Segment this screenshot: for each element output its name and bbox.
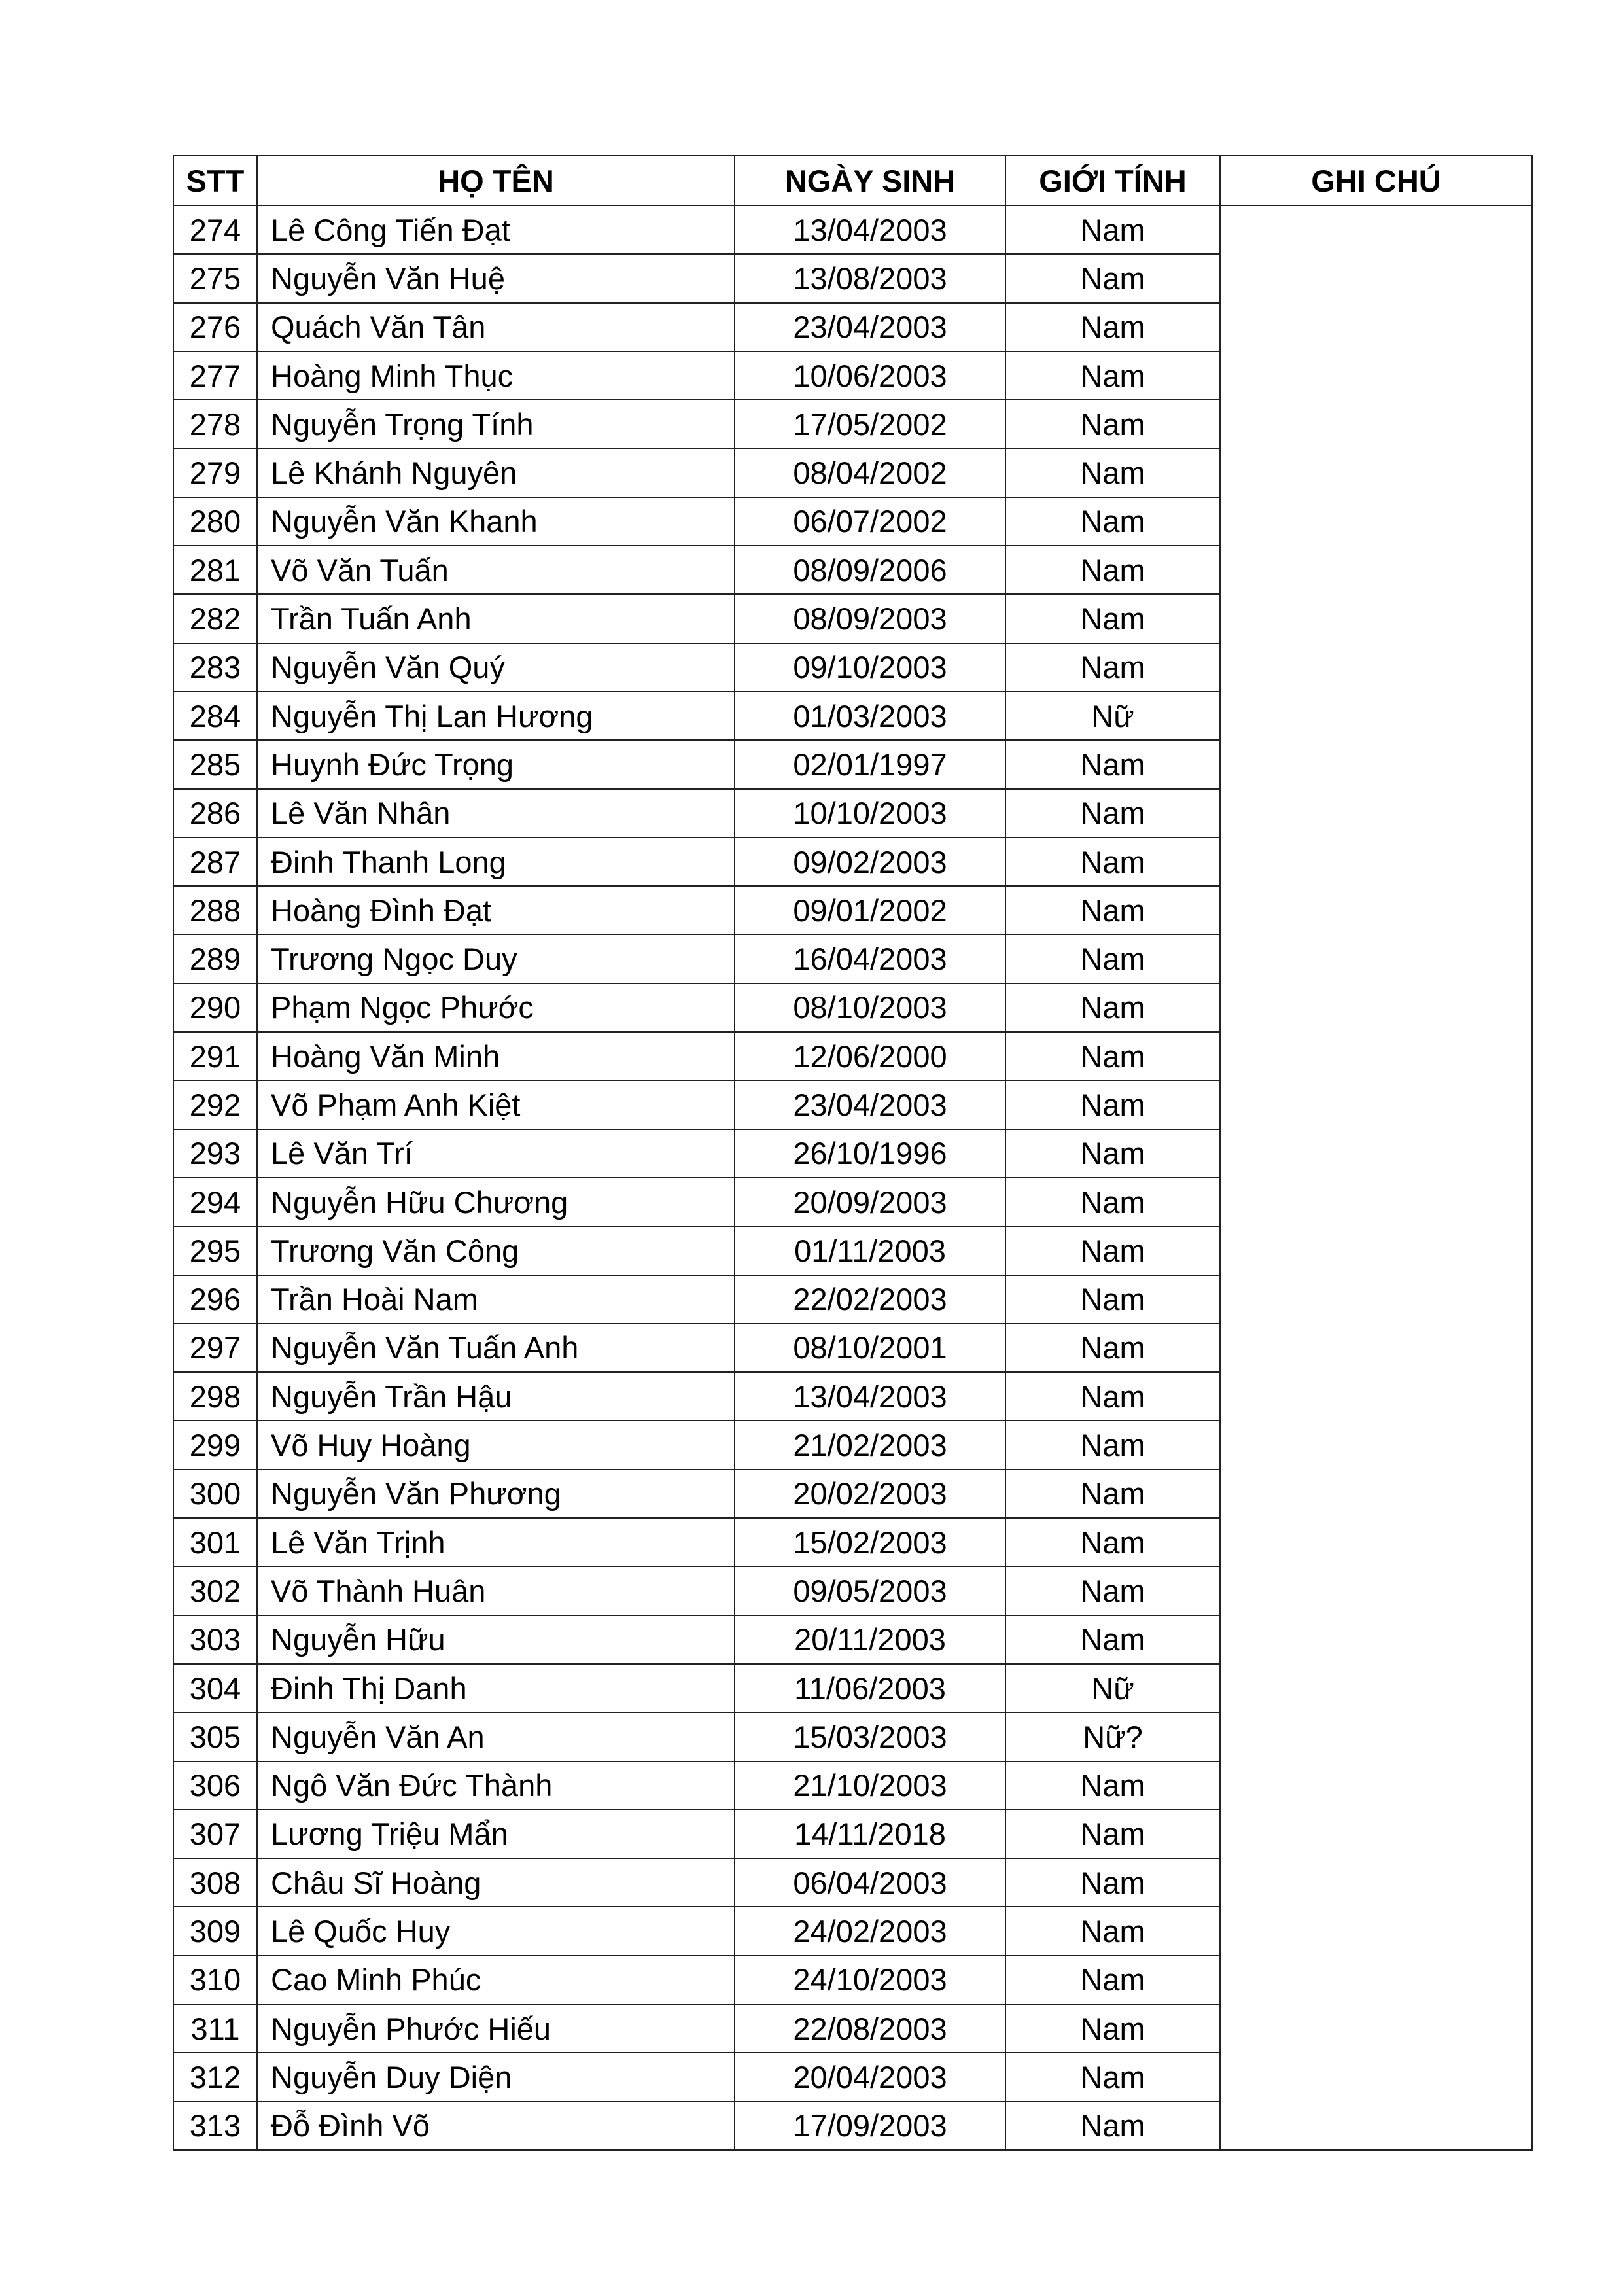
name-cell: Nguyễn Phước Hiếu xyxy=(257,2004,735,2053)
dob-cell: 13/08/2003 xyxy=(735,254,1005,302)
gender-cell: Nam xyxy=(1005,1566,1220,1615)
gender-cell: Nam xyxy=(1005,789,1220,838)
stt-cell: 286 xyxy=(173,789,257,838)
header-dob: NGÀY SINH xyxy=(735,156,1005,205)
name-cell: Huynh Đức Trọng xyxy=(257,740,735,788)
stt-cell: 297 xyxy=(173,1324,257,1372)
stt-cell: 284 xyxy=(173,692,257,740)
dob-cell: 14/11/2018 xyxy=(735,1810,1005,1858)
gender-cell: Nam xyxy=(1005,448,1220,497)
gender-cell: Nam xyxy=(1005,594,1220,643)
stt-cell: 306 xyxy=(173,1761,257,1810)
gender-cell: Nam xyxy=(1005,1226,1220,1275)
name-cell: Lê Khánh Nguyên xyxy=(257,448,735,497)
stt-cell: 283 xyxy=(173,643,257,692)
stt-cell: 313 xyxy=(173,2102,257,2150)
name-cell: Nguyễn Văn Tuấn Anh xyxy=(257,1324,735,1372)
dob-cell: 12/06/2000 xyxy=(735,1032,1005,1080)
gender-cell: Nam xyxy=(1005,740,1220,788)
stt-cell: 300 xyxy=(173,1470,257,1518)
gender-cell: Nam xyxy=(1005,400,1220,448)
name-cell: Trần Hoài Nam xyxy=(257,1275,735,1324)
dob-cell: 08/04/2002 xyxy=(735,448,1005,497)
name-cell: Lê Quốc Huy xyxy=(257,1907,735,1955)
gender-cell: Nam xyxy=(1005,886,1220,934)
gender-cell: Nam xyxy=(1005,1470,1220,1518)
stt-cell: 293 xyxy=(173,1129,257,1178)
dob-cell: 24/02/2003 xyxy=(735,1907,1005,1955)
dob-cell: 20/11/2003 xyxy=(735,1616,1005,1664)
name-cell: Võ Phạm Anh Kiệt xyxy=(257,1080,735,1129)
table-row xyxy=(173,205,1532,254)
gender-cell: Nam xyxy=(1005,1129,1220,1178)
name-cell: Châu Sĩ Hoàng xyxy=(257,1858,735,1907)
stt-cell: 311 xyxy=(173,2004,257,2053)
dob-cell: 21/10/2003 xyxy=(735,1761,1005,1810)
name-cell: Trương Văn Công xyxy=(257,1226,735,1275)
name-cell: Đỗ Đình Võ xyxy=(257,2102,735,2150)
dob-cell: 24/10/2003 xyxy=(735,1956,1005,2004)
table-header xyxy=(173,156,1532,205)
stt-cell: 275 xyxy=(173,254,257,302)
gender-cell: Nam xyxy=(1005,254,1220,302)
gender-cell: Nam xyxy=(1005,1372,1220,1421)
dob-cell: 06/04/2003 xyxy=(735,1858,1005,1907)
name-cell: Nguyễn Văn Huệ xyxy=(257,254,735,302)
stt-cell: 312 xyxy=(173,2053,257,2101)
gender-cell: Nam xyxy=(1005,1032,1220,1080)
name-cell: Trần Tuấn Anh xyxy=(257,594,735,643)
header-gender: GIỚI TÍNH xyxy=(1005,156,1220,205)
stt-cell: 304 xyxy=(173,1664,257,1712)
name-cell: Nguyễn Duy Diện xyxy=(257,2053,735,2101)
dob-cell: 13/04/2003 xyxy=(735,205,1005,254)
dob-cell: 08/10/2003 xyxy=(735,983,1005,1032)
gender-cell: Nam xyxy=(1005,1956,1220,2004)
stt-cell: 276 xyxy=(173,303,257,351)
gender-cell: Nam xyxy=(1005,546,1220,594)
dob-cell: 15/03/2003 xyxy=(735,1712,1005,1761)
gender-cell: Nam xyxy=(1005,1616,1220,1664)
stt-cell: 281 xyxy=(173,546,257,594)
header-stt: STT xyxy=(173,156,257,205)
dob-cell: 02/01/1997 xyxy=(735,740,1005,788)
dob-cell: 01/03/2003 xyxy=(735,692,1005,740)
dob-cell: 16/04/2003 xyxy=(735,934,1005,983)
gender-cell: Nữ xyxy=(1005,692,1220,740)
gender-cell: Nam xyxy=(1005,303,1220,351)
name-cell: Ngô Văn Đức Thành xyxy=(257,1761,735,1810)
dob-cell: 10/10/2003 xyxy=(735,789,1005,838)
dob-cell: 01/11/2003 xyxy=(735,1226,1005,1275)
gender-cell: Nam xyxy=(1005,2053,1220,2101)
name-cell: Lê Công Tiến Đạt xyxy=(257,205,735,254)
stt-cell: 279 xyxy=(173,448,257,497)
dob-cell: 11/06/2003 xyxy=(735,1664,1005,1712)
stt-cell: 277 xyxy=(173,351,257,400)
name-cell: Võ Thành Huân xyxy=(257,1566,735,1615)
stt-cell: 308 xyxy=(173,1858,257,1907)
name-cell: Nguyễn Hữu Chương xyxy=(257,1178,735,1226)
stt-cell: 288 xyxy=(173,886,257,934)
stt-cell: 296 xyxy=(173,1275,257,1324)
stt-cell: 309 xyxy=(173,1907,257,1955)
stt-cell: 305 xyxy=(173,1712,257,1761)
name-cell: Lê Văn Nhân xyxy=(257,789,735,838)
dob-cell: 20/04/2003 xyxy=(735,2053,1005,2101)
dob-cell: 08/09/2006 xyxy=(735,546,1005,594)
name-cell: Võ Huy Hoàng xyxy=(257,1421,735,1469)
header-name: HỌ TÊN xyxy=(257,156,735,205)
gender-cell: Nam xyxy=(1005,1907,1220,1955)
gender-cell: Nam xyxy=(1005,934,1220,983)
name-cell: Lê Văn Trí xyxy=(257,1129,735,1178)
dob-cell: 20/02/2003 xyxy=(735,1470,1005,1518)
dob-cell: 08/10/2001 xyxy=(735,1324,1005,1372)
gender-cell: Nam xyxy=(1005,1080,1220,1129)
stt-cell: 307 xyxy=(173,1810,257,1858)
gender-cell: Nam xyxy=(1005,205,1220,254)
name-cell: Nguyễn Trọng Tính xyxy=(257,400,735,448)
dob-cell: 09/02/2003 xyxy=(735,838,1005,886)
gender-cell: Nam xyxy=(1005,351,1220,400)
stt-cell: 295 xyxy=(173,1226,257,1275)
stt-cell: 291 xyxy=(173,1032,257,1080)
header-note: GHI CHÚ xyxy=(1220,156,1532,205)
gender-cell: Nam xyxy=(1005,1858,1220,1907)
name-cell: Đinh Thanh Long xyxy=(257,838,735,886)
name-cell: Lê Văn Trịnh xyxy=(257,1518,735,1566)
stt-cell: 302 xyxy=(173,1566,257,1615)
dob-cell: 09/01/2002 xyxy=(735,886,1005,934)
stt-cell: 289 xyxy=(173,934,257,983)
stt-cell: 299 xyxy=(173,1421,257,1469)
dob-cell: 13/04/2003 xyxy=(735,1372,1005,1421)
stt-cell: 285 xyxy=(173,740,257,788)
name-cell: Đinh Thị Danh xyxy=(257,1664,735,1712)
header-row xyxy=(173,156,1532,205)
name-cell: Nguyễn Văn An xyxy=(257,1712,735,1761)
name-cell: Quách Văn Tân xyxy=(257,303,735,351)
gender-cell: Nam xyxy=(1005,2102,1220,2150)
stt-cell: 282 xyxy=(173,594,257,643)
stt-cell: 294 xyxy=(173,1178,257,1226)
gender-cell: Nam xyxy=(1005,497,1220,546)
name-cell: Phạm Ngọc Phước xyxy=(257,983,735,1032)
dob-cell: 21/02/2003 xyxy=(735,1421,1005,1469)
dob-cell: 23/04/2003 xyxy=(735,1080,1005,1129)
dob-cell: 22/02/2003 xyxy=(735,1275,1005,1324)
name-cell: Nguyễn Thị Lan Hương xyxy=(257,692,735,740)
gender-cell: Nữ? xyxy=(1005,1712,1220,1761)
dob-cell: 23/04/2003 xyxy=(735,303,1005,351)
gender-cell: Nam xyxy=(1005,1275,1220,1324)
dob-cell: 06/07/2002 xyxy=(735,497,1005,546)
dob-cell: 15/02/2003 xyxy=(735,1518,1005,1566)
dob-cell: 22/08/2003 xyxy=(735,2004,1005,2053)
gender-cell: Nam xyxy=(1005,1421,1220,1469)
gender-cell: Nam xyxy=(1005,1810,1220,1858)
dob-cell: 08/09/2003 xyxy=(735,594,1005,643)
name-cell: Lương Triệu Mẩn xyxy=(257,1810,735,1858)
note-cell xyxy=(1220,205,1532,2150)
stt-cell: 287 xyxy=(173,838,257,886)
table-body xyxy=(173,205,1532,2150)
gender-cell: Nam xyxy=(1005,2004,1220,2053)
name-cell: Nguyễn Văn Khanh xyxy=(257,497,735,546)
stt-cell: 310 xyxy=(173,1956,257,2004)
stt-cell: 301 xyxy=(173,1518,257,1566)
name-cell: Hoàng Minh Thục xyxy=(257,351,735,400)
dob-cell: 17/09/2003 xyxy=(735,2102,1005,2150)
stt-cell: 274 xyxy=(173,205,257,254)
name-cell: Nguyễn Hữu xyxy=(257,1616,735,1664)
name-cell: Hoàng Đình Đạt xyxy=(257,886,735,934)
stt-cell: 292 xyxy=(173,1080,257,1129)
gender-cell: Nam xyxy=(1005,983,1220,1032)
stt-cell: 278 xyxy=(173,400,257,448)
name-cell: Nguyễn Trần Hậu xyxy=(257,1372,735,1421)
stt-cell: 298 xyxy=(173,1372,257,1421)
gender-cell: Nam xyxy=(1005,1518,1220,1566)
gender-cell: Nữ xyxy=(1005,1664,1220,1712)
name-cell: Cao Minh Phúc xyxy=(257,1956,735,2004)
stt-cell: 280 xyxy=(173,497,257,546)
gender-cell: Nam xyxy=(1005,1324,1220,1372)
name-cell: Võ Văn Tuấn xyxy=(257,546,735,594)
gender-cell: Nam xyxy=(1005,643,1220,692)
dob-cell: 10/06/2003 xyxy=(735,351,1005,400)
stt-cell: 303 xyxy=(173,1616,257,1664)
stt-cell: 290 xyxy=(173,983,257,1032)
dob-cell: 09/05/2003 xyxy=(735,1566,1005,1615)
gender-cell: Nam xyxy=(1005,1178,1220,1226)
gender-cell: Nam xyxy=(1005,838,1220,886)
dob-cell: 26/10/1996 xyxy=(735,1129,1005,1178)
student-list-table xyxy=(173,155,1533,2151)
name-cell: Nguyễn Văn Phương xyxy=(257,1470,735,1518)
dob-cell: 17/05/2002 xyxy=(735,400,1005,448)
gender-cell: Nam xyxy=(1005,1761,1220,1810)
dob-cell: 20/09/2003 xyxy=(735,1178,1005,1226)
name-cell: Nguyễn Văn Quý xyxy=(257,643,735,692)
dob-cell: 09/10/2003 xyxy=(735,643,1005,692)
name-cell: Trương Ngọc Duy xyxy=(257,934,735,983)
name-cell: Hoàng Văn Minh xyxy=(257,1032,735,1080)
